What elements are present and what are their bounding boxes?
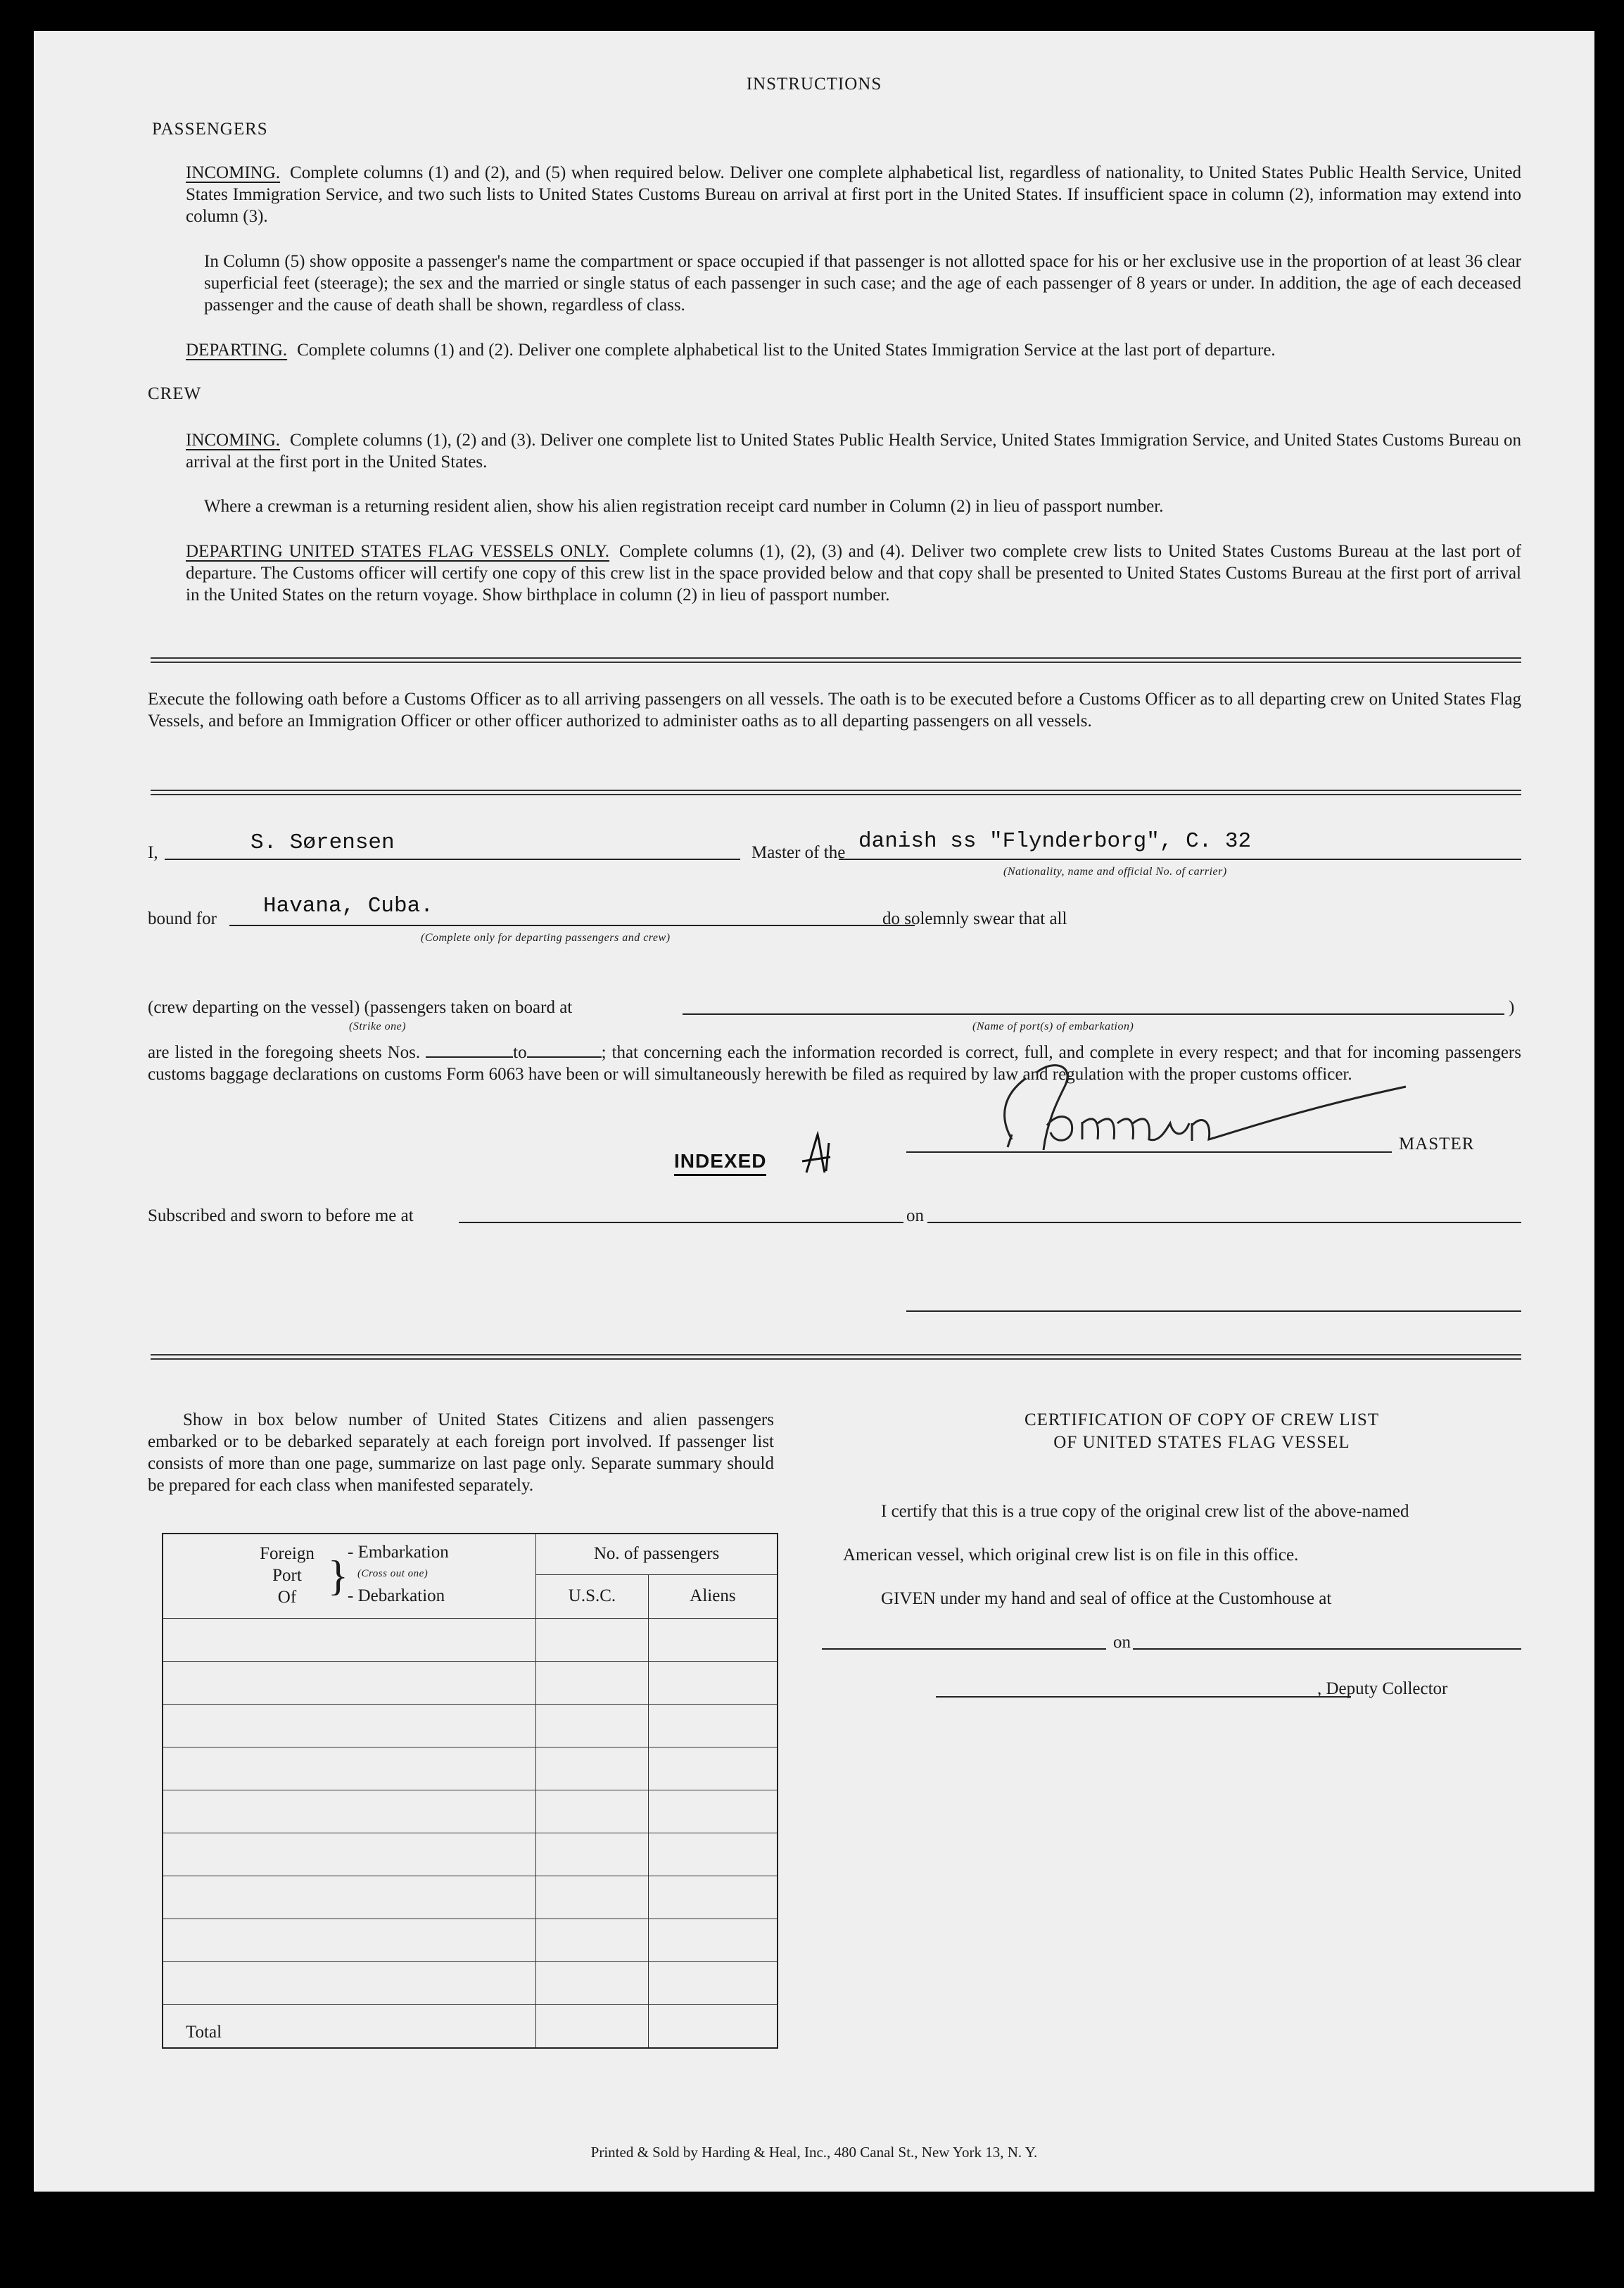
sheets-label: are listed in the foregoing sheets Nos. [148,1043,421,1062]
aliens-cell[interactable] [648,1833,778,1876]
usc-header: U.S.C. [536,1574,649,1618]
bound-caption: (Complete only for departing passengers and crew) [421,932,671,944]
aliens-header: Aliens [648,1574,778,1618]
port-cell[interactable] [163,1790,536,1833]
port-caption: (Name of port(s) of embarkation) [972,1020,1134,1032]
close-paren: ) [1509,998,1515,1017]
passengers-heading: PASSENGERS [152,120,268,139]
port-cell[interactable] [163,1961,536,2004]
embarkation-label: - Embarkation [348,1543,449,1562]
to-label: to [513,1043,527,1062]
foreign-label: Foreign [260,1544,315,1564]
swear-text: do solemnly swear that all [882,909,1067,928]
certification-title-2: OF UNITED STATES FLAG VESSEL [1053,1433,1350,1452]
crew-incoming-label: INCOMING. [186,431,281,450]
officer-signature-line [906,1310,1521,1312]
usc-cell[interactable] [536,1704,649,1747]
lower-divider [151,1354,1521,1360]
name-field-line [165,859,740,860]
port-cell[interactable] [163,1833,536,1876]
crew-incoming-text: Complete columns (1), (2) and (3). Deliver one complete list to United States Public Health Service, United States Immigration Service, and United States Customs Bureau on arrival at the first port in the United States. [186,431,1521,472]
table-row [163,1919,778,1961]
usc-total-cell[interactable] [536,2004,649,2048]
given-text: GIVEN under my hand and seal of office at the Customhouse at [881,1589,1332,1608]
brace-icon: } [328,1553,348,1600]
passengers-departing-paragraph [186,339,1521,361]
aliens-cell[interactable] [648,1961,778,2004]
incoming-text: Complete columns (1) and (2), and (5) when required below. Deliver one complete alphabetical list, regardless of nationality, to United States Public Health Service, United States Immigration Service, and two such lists to United States Customs Bureau on arrival at first port in the United States. If insufficient space in column (2), information may extend into column (3). [186,163,1521,226]
vessel-caption: (Nationality, name and official No. of carrier) [1003,866,1227,878]
deputy-signature-line [936,1696,1351,1698]
table-row [163,1661,778,1704]
port-cell[interactable] [163,1661,536,1704]
usc-cell[interactable] [536,1747,649,1790]
departing-us-label: DEPARTING UNITED STATES FLAG VESSELS ONLY. [186,542,610,561]
deputy-collector-label: , Deputy Collector [1317,1679,1448,1698]
crew-departing-text: (crew departing on the vessel) (passengers taken on board at [148,998,573,1017]
master-of-label [718,842,845,864]
master-signature [913,1044,1462,1164]
num-passengers-header: No. of passengers [536,1534,778,1574]
form-page [34,31,1594,2192]
summary-instructions: Show in box below number of United States Citizens and alien passengers embarked or to be debarked separately at each foreign port involved. If passenger list consists of more than one page, summarize on last page only. Separate summary should be prepared for each class when manifested separately. [148,1410,774,1495]
subscribed-on-label: on [906,1206,924,1225]
master-label: MASTER [1399,1134,1475,1154]
sheets-text: ; that concerning each the information recorded is correct, full, and complete in every respect; and that for incoming passengers customs baggage declarations on customs Form 6063 have been or will simultaneously herewith be filed as required by law and regulation with the proper customs officer. [148,1043,1521,1084]
table-row [163,1618,778,1661]
destination[interactable]: Havana, Cuba. [263,894,433,918]
aliens-cell[interactable] [648,1747,778,1790]
american-vessel-text: American vessel, which original crew list is on file in this office. [843,1546,1299,1565]
aliens-cell[interactable] [648,1876,778,1919]
instructions-title: INSTRUCTIONS [746,75,882,94]
column5-paragraph: In Column (5) show opposite a passenger's name the compartment or space occupied if that passenger is not allotted space for his or her exclusive use in the proportion of at least 36 clear superficial feet (steerage); the sex and the married or single status of each passenger in such case; and the age of each passenger of 8 years or under. In addition, the age of each deceased passenger and the cause of death shall be shown, regardless of class. [204,252,1521,315]
certification-title-1: CERTIFICATION OF COPY OF CREW LIST [1024,1410,1380,1429]
usc-cell[interactable] [536,1876,649,1919]
crew-heading: CREW [148,384,202,403]
master-of-text: Master of the [751,843,846,862]
strike-caption: (Strike one) [349,1020,407,1032]
subscribed-date-line [927,1222,1521,1223]
port-label: Port [272,1566,302,1586]
certification-date-line [1133,1648,1521,1650]
table-row [163,1961,778,2004]
indexed-stamp: INDEXED [674,1150,766,1176]
aliens-cell[interactable] [648,1618,778,1661]
crewman-paragraph: Where a crewman is a returning resident alien, show his alien registration receipt card number in Column (2) in lieu of passport number. [204,497,1164,516]
usc-cell[interactable] [536,1661,649,1704]
certification-on-label: on [1113,1633,1131,1652]
port-cell[interactable] [163,1618,536,1661]
bound-for-label: bound for [148,909,217,928]
vessel-name[interactable]: danish ss "Flynderborg", C. 32 [858,829,1252,854]
cross-out-caption: (Cross out one) [357,1568,429,1580]
table-row [163,1833,778,1876]
aliens-cell[interactable] [648,1661,778,1704]
crew-incoming-paragraph [186,429,1521,473]
i-label: I, [148,843,158,862]
sheet-from-line [426,1044,513,1058]
usc-cell[interactable] [536,1961,649,2004]
master-name[interactable]: S. Sørensen [250,830,395,855]
port-cell[interactable] [163,1919,536,1961]
usc-cell[interactable] [536,1790,649,1833]
indexed-initials [794,1129,850,1185]
departing-label: DEPARTING. [186,341,288,360]
sheet-to-line [527,1044,602,1058]
passenger-summary-table [162,1533,778,2049]
port-cell[interactable] [163,1747,536,1790]
oath-intro: Execute the following oath before a Customs Officer as to all arriving passengers on all vessels. The oath is to be executed before a Customs Officer as to all departing crew on United States Flag Vessels, and before an Immigration Officer or other officer authorized to administer oaths as to all departing passengers on all vessels. [148,690,1521,731]
vessel-field-line [839,859,1521,860]
total-label: Total [163,2004,536,2048]
printer-footer: Printed & Sold by Harding & Heal, Inc., 480 Canal St., New York 13, N. Y. [590,2144,1038,2161]
subscribed-label: Subscribed and sworn to before me at [148,1206,414,1225]
departing-text: Complete columns (1) and (2). Deliver one complete alphabetical list to the United States Immigration Service at the last port of departure. [297,341,1276,360]
certify-text: I certify that this is a true copy of the original crew list of the above-named [881,1502,1409,1521]
incoming-label: INCOMING. [186,163,281,182]
usc-cell[interactable] [536,1833,649,1876]
passengers-incoming-paragraph [186,162,1521,227]
total-row [163,2004,778,2048]
embarkation-port-line [683,1013,1504,1015]
usc-cell[interactable] [536,1618,649,1661]
customhouse-place-line [822,1648,1106,1650]
section-divider [151,657,1521,663]
foreign-port-labels [245,1543,329,1608]
foreign-port-header [163,1534,536,1618]
debarkation-label: - Debarkation [348,1586,445,1606]
destination-field-line [229,925,915,926]
aliens-cell[interactable] [648,1919,778,1961]
departing-us-text: Complete columns (1), (2), (3) and (4). Deliver two complete crew lists to United States Customs Bureau at the last port of departure. The Customs officer will certify one copy of this crew list in the space provided below and that copy shall be presented to United States Customs Bureau at the first port of arrival in the United States on the return voyage. Show birthplace in column (2) in lieu of passport number. [186,542,1521,605]
oath-divider [151,790,1521,795]
table-row [163,1747,778,1790]
table-row [163,1704,778,1747]
aliens-total-cell[interactable] [648,2004,778,2048]
aliens-cell[interactable] [648,1704,778,1747]
port-cell[interactable] [163,1704,536,1747]
table-row [163,1876,778,1919]
departing-us-paragraph [186,541,1521,606]
port-cell[interactable] [163,1876,536,1919]
of-label: Of [277,1588,297,1607]
usc-cell[interactable] [536,1919,649,1961]
table-row [163,1790,778,1833]
subscribed-place-line [459,1222,903,1223]
aliens-cell[interactable] [648,1790,778,1833]
